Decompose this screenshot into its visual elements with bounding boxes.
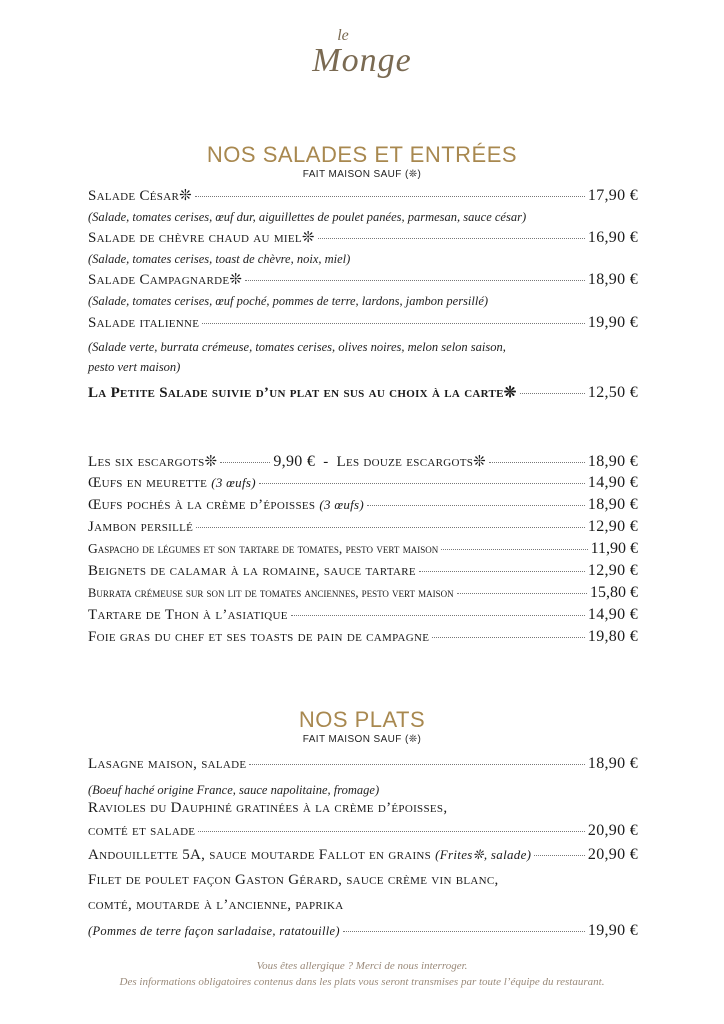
item-description: (Pommes de terre façon sarladaise, ratatouille) [88, 924, 340, 938]
menu-item-oeufs-poches [88, 496, 638, 514]
leader-dots [291, 615, 585, 616]
item-name: comté et salade [88, 823, 196, 839]
item-name: Foie gras du chef et ses toasts de pain de campagne [88, 629, 430, 645]
allergy-info: Des informations obligatoires contenus dans les plats vous seront transmises par toute l’équipe du restaurant. [119, 976, 605, 988]
item-name: Les six escargots❊ [88, 454, 218, 470]
logo-monge: Monge [312, 42, 412, 79]
item-description: (Boeuf haché origine France, sauce napolitaine, fromage) [88, 783, 380, 797]
item-price: 18,90 € [587, 271, 638, 288]
menu-item-ravioles-cont [88, 822, 638, 840]
item-name: Burrata crémeuse sur son lit de tomates anciennes, pesto vert maison [88, 586, 454, 600]
item-price: 12,90 € [587, 562, 638, 579]
item-price: 14,90 € [587, 474, 638, 491]
leader-dots [489, 462, 585, 463]
item-description: (Salade, tomates cerises, œuf dur, aiguillettes de poulet panées, parmesan, sauce césar) [88, 210, 527, 224]
item-name: Andouillette 5A, sauce moutarde Fallot en grains [88, 847, 432, 863]
leader-dots [196, 527, 585, 528]
item-description: (Salade, tomates cerises, œuf poché, pommes de terre, lardons, jambon persillé) [88, 294, 489, 308]
menu-item-foie-gras [88, 628, 638, 646]
leader-dots [441, 549, 587, 550]
item-description: (Salade verte, burrata crémeuse, tomates cerises, olives noires, melon selon saison, [88, 340, 506, 354]
menu-item-jambon-persille [88, 518, 638, 536]
logo-le: le [337, 27, 349, 44]
item-price: 12,50 € [587, 384, 638, 401]
item-name: Jambon persillé [88, 519, 194, 535]
menu-item-lasagne [88, 755, 638, 773]
leader-dots [520, 393, 585, 394]
salads-subtitle: FAIT MAISON SAUF (❊) [302, 169, 422, 180]
item-name: La Petite Salade suivie d’un plat en sus au choix à la carte❊ [88, 385, 517, 401]
item-price: 18,90 € [587, 496, 638, 513]
menu-item-poulet-cont [88, 897, 638, 914]
menu-item-poulet-garniture [88, 922, 638, 940]
leader-dots [419, 571, 585, 572]
leader-dots [220, 462, 270, 463]
leader-dots [318, 238, 585, 239]
separator: - [323, 454, 329, 470]
item-price: 14,90 € [587, 606, 638, 623]
menu-item-gaspacho [88, 540, 638, 558]
item-note: (Frites❊, salade) [435, 847, 532, 862]
item-name: Filet de poulet façon Gaston Gérard, sauce crème vin blanc, [88, 872, 499, 888]
item-name: Salade italienne [88, 315, 200, 331]
item-price: 12,90 € [587, 518, 638, 535]
item-description: pesto vert maison) [88, 360, 181, 374]
item-price: 20,90 € [587, 846, 638, 863]
menu-item-beignets-calamar [88, 562, 638, 580]
item-name: Œufs pochés à la crème d’époisses [88, 497, 316, 513]
item-name: Ravioles du Dauphiné gratinées à la crème d’époisses, [88, 800, 448, 816]
menu-item-petite-salade [88, 383, 638, 402]
menu-item-tartare-thon [88, 606, 638, 624]
leader-dots [457, 593, 587, 594]
plats-subtitle: FAIT MAISON SAUF (❊) [302, 734, 422, 745]
leader-dots [432, 637, 585, 638]
item-name: comté, moutarde à l’ancienne, paprika [88, 897, 344, 913]
menu-item-burrata [88, 584, 638, 602]
item-name: Beignets de calamar à la romaine, sauce tartare [88, 563, 416, 579]
item-name: Les douze escargots❊ [336, 454, 487, 470]
item-note: (3 œufs) [211, 475, 256, 490]
item-price: 15,80 € [590, 584, 638, 601]
leader-dots [534, 855, 585, 856]
item-price: 19,80 € [587, 628, 638, 645]
menu-item-escargots [88, 452, 638, 471]
leader-dots [259, 483, 585, 484]
menu-item-andouillette [88, 846, 638, 864]
salads-title: NOS SALADES ET ENTRÉES [206, 142, 518, 167]
item-price: 9,90 € [273, 453, 316, 470]
leader-dots [343, 931, 585, 932]
menu-item-ravioles [88, 800, 638, 817]
item-name: Gaspacho de légumes et son tartare de tomates, pesto vert maison [88, 541, 439, 556]
leader-dots [245, 280, 585, 281]
item-price: 18,90 € [587, 453, 638, 470]
allergy-notice: Vous êtes allergique ? Merci de nous interroger. [256, 960, 468, 972]
item-name: Lasagne maison, salade [88, 756, 247, 772]
item-price: 19,90 € [587, 314, 638, 331]
item-name: Salade de chèvre chaud au miel❊ [88, 230, 315, 246]
leader-dots [367, 505, 585, 506]
leader-dots [249, 764, 584, 765]
leader-dots [195, 196, 585, 197]
item-name: Œufs en meurette [88, 475, 208, 491]
item-price: 20,90 € [587, 822, 638, 839]
item-name: Salade Campagnarde❊ [88, 272, 243, 288]
item-price: 18,90 € [587, 755, 638, 772]
item-price: 11,90 € [590, 540, 638, 557]
menu-item-salade-campagnarde [88, 270, 638, 289]
menu-item-salade-italienne [88, 314, 638, 332]
plats-title: NOS PLATS [298, 707, 426, 732]
item-price: 19,90 € [587, 922, 638, 939]
item-description: (Salade, tomates cerises, toast de chèvre, noix, miel) [88, 252, 351, 266]
item-name: Tartare de Thon à l’asiatique [88, 607, 288, 623]
menu-item-oeufs-meurette [88, 474, 638, 492]
leader-dots [202, 323, 585, 324]
menu-item-poulet [88, 872, 638, 889]
item-note: (3 œufs) [319, 497, 365, 512]
leader-dots [198, 831, 585, 832]
item-name: Salade César❊ [88, 188, 192, 204]
restaurant-logo [0, 28, 724, 78]
menu-item-salade-chevre [88, 228, 638, 247]
item-price: 17,90 € [587, 187, 638, 204]
item-price: 16,90 € [587, 229, 638, 246]
menu-item-salade-cesar [88, 186, 638, 205]
